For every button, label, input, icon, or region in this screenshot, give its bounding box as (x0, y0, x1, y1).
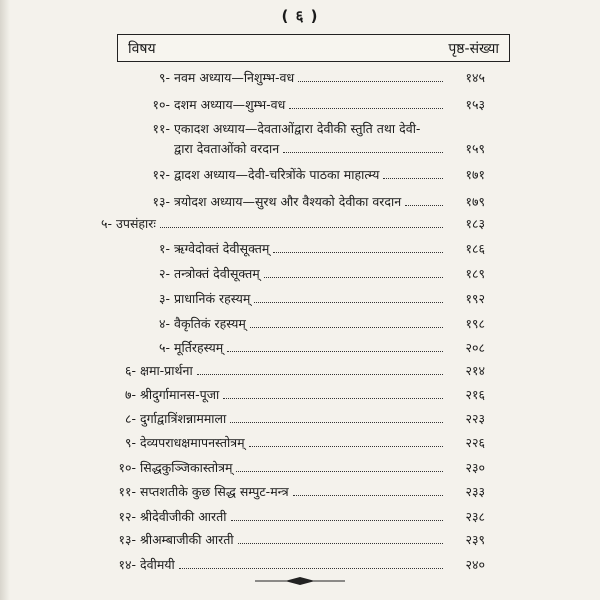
toc-row-number: ९- (124, 435, 136, 450)
toc-row-title: श्रीदेवीजीकी आरती (140, 509, 227, 524)
toc-row-page: १८६ (465, 241, 485, 256)
toc-row-number: १३- (152, 194, 170, 209)
toc-row-leader (227, 351, 443, 352)
toc-row-title: उपसंहारः (116, 216, 156, 231)
toc-row-page: २२६ (465, 435, 485, 450)
toc-row-number: १२- (152, 167, 170, 182)
page-number: ( ६ ) (281, 7, 319, 25)
toc-row-leader (231, 520, 443, 521)
toc-row-leader (264, 277, 443, 278)
toc-row-leader (283, 152, 443, 153)
toc-row (0, 362, 485, 382)
header-page-count: पृष्ठ-संख्या (448, 41, 499, 57)
toc-row-title: प्राधानिकं रहस्यम् (174, 291, 251, 306)
toc-row (0, 120, 485, 140)
toc-row-page: १८३ (465, 216, 485, 231)
toc-row-page: १८९ (465, 266, 485, 281)
toc-row-title: नवम अध्याय—निशुम्भ-वध (174, 70, 295, 85)
toc-row-title: दुर्गाद्वात्रिंशन्नाममाला (140, 411, 227, 426)
toc-row-number: १- (158, 241, 170, 256)
toc-row (0, 193, 485, 213)
toc-row-page: २३८ (465, 509, 485, 524)
toc-row (0, 483, 485, 503)
toc-row-title: वैकृतिकं रहस्यम् (174, 316, 246, 331)
toc-row-number: १०- (118, 460, 136, 475)
toc-row-leader (273, 252, 443, 253)
toc-row-title: देव्यपराधक्षमापनस्तोत्रम् (140, 435, 245, 450)
toc-row-title: द्वादश अध्याय—देवी-चरित्रोंके पाठका माहात्म्य (174, 167, 380, 182)
toc-row (0, 508, 485, 528)
toc-row-number: ११- (152, 121, 170, 136)
toc-row (0, 290, 485, 310)
toc-row-title: क्षमा-प्रार्थना (140, 363, 193, 378)
toc-row-title: दशम अध्याय—शुम्भ-वध (174, 97, 286, 112)
toc-row-leader (197, 374, 443, 375)
toc-row-page: १७९ (465, 194, 485, 209)
toc-row (0, 215, 485, 235)
toc-row (0, 240, 485, 260)
toc-row-leader (405, 205, 443, 206)
toc-row-page: १९८ (465, 316, 485, 331)
toc-row-page: १४५ (465, 70, 485, 85)
toc-row-leader (238, 543, 443, 544)
toc-row-title: द्वारा देवताओंको वरदान (174, 141, 280, 156)
toc-row-title: मूर्तिरहस्यम् (174, 340, 224, 355)
toc-row-leader (223, 398, 443, 399)
toc-row (0, 96, 485, 116)
toc-row-number: ५- (158, 340, 170, 355)
toc-row-leader (254, 302, 443, 303)
toc-row (0, 459, 485, 479)
toc-row-leader (293, 495, 443, 496)
toc-row-title: सिद्धकुञ्जिकास्तोत्रम् (140, 460, 233, 475)
toc-row (0, 434, 485, 454)
toc-row-page: १५३ (465, 97, 485, 112)
toc-row-leader (236, 471, 443, 472)
toc-row-title: सप्तशतीके कुछ सिद्ध सम्पुट-मन्त्र (140, 484, 289, 499)
ornament-divider (255, 576, 345, 586)
header-subject: विषय (128, 41, 156, 57)
toc-row-leader (289, 108, 443, 109)
toc-row-title: देवीमयी (140, 557, 175, 572)
toc-row-page: २३९ (465, 532, 485, 547)
toc-row-page: २१६ (465, 387, 485, 402)
toc-row-title: ऋग्वेदोक्तं देवीसूक्तम् (174, 241, 270, 256)
toc-header (117, 34, 510, 62)
toc-row-number: ४- (158, 316, 170, 331)
toc-row-leader (250, 327, 443, 328)
toc-row-page: २०८ (465, 340, 485, 355)
toc-row-page: २१४ (465, 363, 485, 378)
toc-row-title: एकादश अध्याय—देवताओंद्वारा देवीकी स्तुति तथा देवी- (174, 121, 421, 136)
toc-row-number: ११- (118, 484, 136, 499)
toc-row-title: श्रीदुर्गामानस-पूजा (140, 387, 220, 402)
toc-row (0, 556, 485, 576)
toc-row-title: श्रीअम्बाजीकी आरती (140, 532, 234, 547)
toc-row (0, 339, 485, 359)
toc-row-number: १०- (152, 97, 170, 112)
toc-row-number: १३- (118, 532, 136, 547)
toc-row-page: २४० (465, 557, 485, 572)
toc-row (0, 315, 485, 335)
toc-row (0, 166, 485, 186)
toc-row (0, 386, 485, 406)
toc-row-number: ८- (124, 411, 136, 426)
toc-row-page: २२३ (465, 411, 485, 426)
toc-row-page: १७१ (465, 167, 485, 182)
toc-row-leader (179, 568, 443, 569)
toc-row (0, 265, 485, 285)
toc-row-leader (249, 446, 443, 447)
toc-row-number: ६- (124, 363, 136, 378)
toc-row-number: २- (158, 266, 170, 281)
toc-row-leader (160, 227, 443, 228)
toc-row-number: १४- (118, 557, 136, 572)
toc-row-title: तन्त्रोक्तं देवीसूक्तम् (174, 266, 260, 281)
toc-row-leader (383, 178, 443, 179)
toc-row-title: त्रयोदश अध्याय—सुरथ और वैश्यको देवीका वरदान (174, 194, 402, 209)
toc-row-number: १२- (118, 509, 136, 524)
toc-row-number: ९- (158, 70, 170, 85)
toc-row-page: २३३ (465, 484, 485, 499)
toc-row (0, 140, 485, 160)
toc-row-number: ५- (100, 216, 112, 231)
toc-row-page: १५९ (465, 141, 485, 156)
toc-row-page: २३० (465, 460, 485, 475)
toc-row (0, 410, 485, 430)
toc-row (0, 531, 485, 551)
toc-row-number: ७- (124, 387, 136, 402)
toc-row (0, 69, 485, 89)
toc-row-leader (298, 81, 443, 82)
toc-row-leader (230, 422, 443, 423)
toc-row-number: ३- (158, 291, 170, 306)
toc-row-page: १९२ (465, 291, 485, 306)
